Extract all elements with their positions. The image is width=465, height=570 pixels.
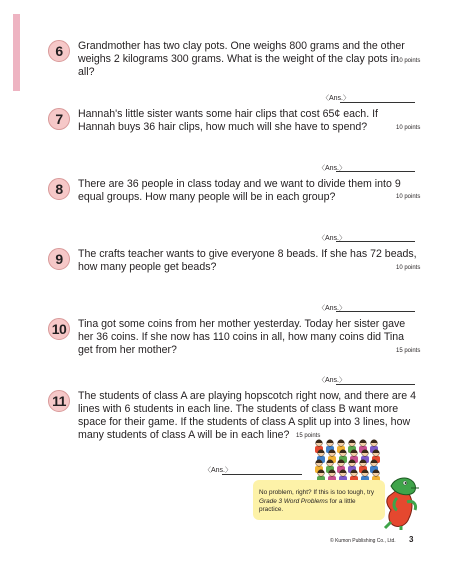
problem-number-badge: 6 [48, 40, 70, 62]
student-figure-hair [338, 440, 345, 443]
hint-book-title: Grade 3 Word Problems [259, 497, 328, 505]
problem-text: The students of class A are playing hopscotch right now, and there are 4 lines with 6 students in each line. The students of class B want more space for their game. If the students of class A split up into 3 lines, how many students of class A will be in each line? [78, 390, 417, 441]
answer-line [336, 241, 415, 242]
problem-number-badge: 9 [48, 248, 70, 270]
answer-line [336, 384, 415, 385]
problem-text: Tina got some coins from her mother yesterday. Today her sister gave her 36 coins. If she now has 110 coins in all, how many coins did Tina get from her mother? [78, 318, 406, 356]
page-number: 3 [409, 535, 414, 544]
answer-label: 〈Ans.〉 [204, 467, 233, 474]
student-figure-hair [349, 440, 356, 443]
page-side-tab [13, 14, 20, 91]
problem-text: The crafts teacher wants to give everyone 8 beads. If she has 72 beads, how many people get beads? [78, 248, 417, 273]
student-figure-hair [371, 440, 378, 443]
problem-text: Grandmother has two clay pots. One weighs 800 grams and the other weighs 2 kilograms 300 grams. What is the weight of the clay pots in all? [78, 40, 405, 78]
mascot-illustration [377, 466, 423, 530]
problem-number-badge: 7 [48, 108, 70, 130]
answer-line [336, 311, 415, 312]
answer-label: 〈Ans.〉 [318, 305, 347, 312]
answer-label: 〈Ans.〉 [318, 165, 347, 172]
answer-label: 〈Ans.〉 [322, 95, 351, 102]
answer-line [340, 102, 415, 103]
hint-text-after: for a little practice. [259, 497, 356, 513]
answer-label: 〈Ans.〉 [318, 377, 347, 384]
problem-number-badge: 11 [48, 390, 70, 412]
answer-line [336, 171, 415, 172]
points-label: 10 points [396, 125, 421, 131]
students-group-illustration [313, 437, 383, 482]
points-label: 10 points [396, 265, 421, 271]
points-label: 10 points [396, 194, 421, 200]
answer-line [222, 474, 302, 475]
points-label: 10 points [396, 58, 421, 64]
problem-text: Hannah's little sister wants some hair clips that cost 65¢ each. If Hannah buys 36 hair clips, how much will she have to spend? [78, 108, 378, 133]
hint-box [253, 480, 385, 520]
student-figure-hair [360, 440, 367, 443]
answer-label: 〈Ans.〉 [318, 235, 347, 242]
student-figure-hair [316, 440, 323, 443]
copyright-notice: © Kumon Publishing Co., Ltd. [330, 538, 396, 544]
problem-text: There are 36 people in class today and we want to divide them into 9 equal groups. How many people will be in each group? [78, 178, 401, 203]
points-label: 15 points [396, 348, 421, 354]
points-label: 15 points [296, 433, 321, 439]
hint-text-before: No problem, right? If this is too tough, try [259, 489, 375, 496]
student-figure-hair [327, 440, 334, 443]
problem-number-badge: 8 [48, 178, 70, 200]
problem-number-badge: 10 [48, 318, 70, 340]
